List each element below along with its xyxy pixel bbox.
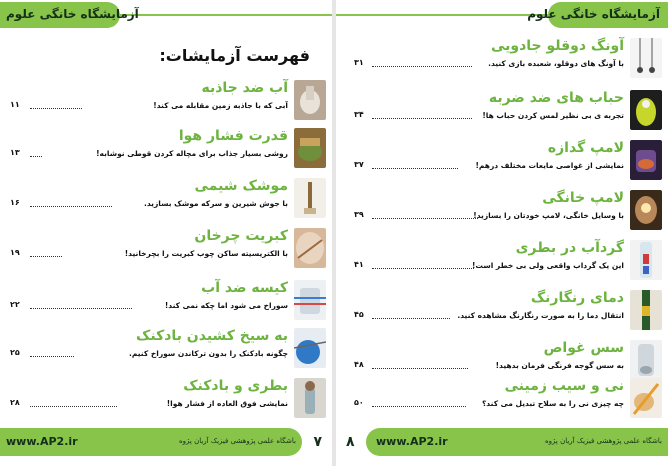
entry-thumbnail xyxy=(294,280,326,320)
entry-thumbnail xyxy=(630,190,662,230)
publisher-name: باشگاه علمی پژوهشی فیزیک آریان پژوه xyxy=(178,437,296,445)
entry-thumbnail xyxy=(294,378,326,418)
toc-entry[interactable] xyxy=(0,328,332,376)
entry-description: انتقال دما را به صورت رنگارنگ مشاهده کنید. xyxy=(457,311,624,320)
page-number: ۷ xyxy=(313,434,322,450)
dotted-leader xyxy=(372,168,458,169)
entry-title: قدرت فشار هوا xyxy=(178,128,288,144)
left-page xyxy=(0,0,332,466)
entry-title: حباب های ضد ضربه xyxy=(488,90,624,106)
entry-description: چگونه بادکنک را بدون ترکاندن سوراخ کنیم. xyxy=(129,349,288,358)
entry-description: سوراخ می شود اما چکه نمی کند! xyxy=(164,301,288,310)
entry-title: لامپ گدازه xyxy=(547,140,624,156)
dotted-leader xyxy=(372,218,478,219)
toc-entry[interactable] xyxy=(0,128,332,176)
entry-thumbnail xyxy=(630,290,662,330)
entry-thumbnail xyxy=(630,340,662,380)
toc-entry[interactable] xyxy=(0,178,332,226)
entry-thumbnail xyxy=(294,178,326,218)
entry-description: این یک گرداب واقعی ولی بی خطر است! xyxy=(471,261,624,270)
entry-description: با جوش شیرین و سرکه موشک بسازید. xyxy=(143,199,288,208)
entry-title: به سیخ کشیدن بادکنک xyxy=(136,328,288,344)
dotted-leader xyxy=(30,256,62,257)
entry-page-number: ۳۴ xyxy=(354,110,364,119)
entry-thumbnail xyxy=(294,228,326,268)
website-link[interactable]: www.AP2.ir xyxy=(6,435,78,448)
left-header-title: آزمایشگاه خانگی علوم xyxy=(6,7,139,21)
publisher-name: باشگاه علمی پژوهشی فیزیک آریان پژوه xyxy=(544,437,662,445)
entry-title: کیسه ضد آب xyxy=(201,280,288,296)
entry-title: بطری و بادکنک xyxy=(183,378,288,394)
toc-entry[interactable] xyxy=(336,378,668,426)
entry-page-number: ۳۹ xyxy=(354,210,364,219)
toc-entry[interactable] xyxy=(336,240,668,288)
left-header-line xyxy=(110,14,332,16)
dotted-leader xyxy=(372,118,472,119)
entry-description: نمایشی فوق العاده از فشار هوا! xyxy=(166,399,288,408)
right-page xyxy=(336,0,668,466)
entry-description: با وسایل خانگی، لامپ خودتان را بسازید! xyxy=(473,211,624,220)
entry-page-number: ۳۱ xyxy=(354,58,364,67)
page-number: ۸ xyxy=(346,434,355,450)
entry-description: با آونگ های دوقلو، شعبده بازی کنید. xyxy=(488,59,624,68)
entry-page-number: ۵۰ xyxy=(354,398,364,407)
entry-thumbnail xyxy=(630,240,662,280)
entry-page-number: ۲۸ xyxy=(10,398,20,407)
dotted-leader xyxy=(30,206,112,207)
entry-page-number: ۱۶ xyxy=(10,198,20,207)
toc-entry[interactable] xyxy=(336,38,668,86)
toc-heading: فهرست آزمایشات: xyxy=(159,46,310,65)
entry-title: آونگ دوقلو جادویی xyxy=(490,38,624,54)
dotted-leader xyxy=(372,368,468,369)
entry-title: نی و سیب زمینی xyxy=(504,378,624,394)
entry-title: سس غواص xyxy=(543,340,624,356)
toc-entry[interactable] xyxy=(336,290,668,338)
entry-description: با الکتریسیته ساکن چوب کبریت را بچرخانید! xyxy=(124,249,288,258)
entry-page-number: ۴۱ xyxy=(354,260,364,269)
entry-page-number: ۱۱ xyxy=(10,100,20,109)
entry-title: کبریت چرخان xyxy=(194,228,288,244)
toc-entry[interactable] xyxy=(336,140,668,188)
entry-page-number: ۲۲ xyxy=(10,300,20,309)
entry-page-number: ۱۳ xyxy=(10,148,20,157)
dotted-leader xyxy=(30,108,82,109)
entry-thumbnail xyxy=(630,90,662,130)
dotted-leader xyxy=(30,406,117,407)
entry-page-number: ۴۸ xyxy=(354,360,364,369)
entry-description: به سس گوجه فرنگی فرمان بدهید! xyxy=(495,361,624,370)
entry-thumbnail xyxy=(294,80,326,120)
entry-description: روشی بسیار جذاب برای مچاله کردن قوطی نوشابه! xyxy=(96,149,288,158)
entry-description: نمایشی از غواصی مایعات مختلف درهم! xyxy=(475,161,624,170)
entry-description: چه چیزی نی را به سلاح تبدیل می کند؟ xyxy=(481,399,624,408)
right-header-line xyxy=(336,14,558,16)
entry-thumbnail xyxy=(294,328,326,368)
entry-title: موشک شیمی xyxy=(194,178,288,194)
entry-thumbnail xyxy=(630,378,662,418)
right-header-title: آزمایشگاه خانگی علوم xyxy=(527,7,660,21)
entry-page-number: ۳۷ xyxy=(354,160,364,169)
toc-entry[interactable] xyxy=(336,190,668,238)
right-header-bar xyxy=(336,0,668,30)
entry-description: تجربه ی بی نظیر لمس کردن حباب ها! xyxy=(482,111,624,120)
entry-page-number: ۲۵ xyxy=(10,348,20,357)
dotted-leader xyxy=(30,308,132,309)
dotted-leader xyxy=(30,356,74,357)
left-footer-bar xyxy=(0,428,332,456)
entry-description: آبی که با جاذبه زمین مقابله می کند! xyxy=(153,101,288,110)
dotted-leader xyxy=(372,268,474,269)
dotted-leader xyxy=(30,156,42,157)
entry-title: دمای رنگارنگ xyxy=(530,290,624,306)
entry-page-number: ۱۹ xyxy=(10,248,20,257)
dotted-leader xyxy=(372,406,466,407)
left-header-bar xyxy=(0,0,332,30)
entry-thumbnail xyxy=(630,38,662,78)
toc-entry[interactable] xyxy=(0,228,332,276)
dotted-leader xyxy=(372,66,472,67)
entry-title: آب ضد جاذبه xyxy=(201,80,288,96)
toc-entry[interactable] xyxy=(336,90,668,138)
entry-title: گردآب در بطری xyxy=(515,240,624,256)
entry-thumbnail xyxy=(630,140,662,180)
toc-entry[interactable] xyxy=(0,80,332,128)
dotted-leader xyxy=(372,318,450,319)
website-link[interactable]: www.AP2.ir xyxy=(376,435,448,448)
entry-thumbnail xyxy=(294,128,326,168)
toc-entry[interactable] xyxy=(0,378,332,426)
toc-entry[interactable] xyxy=(0,280,332,328)
right-footer-bar xyxy=(336,428,668,456)
entry-title: لامپ خانگی xyxy=(542,190,624,206)
entry-page-number: ۴۵ xyxy=(354,310,364,319)
